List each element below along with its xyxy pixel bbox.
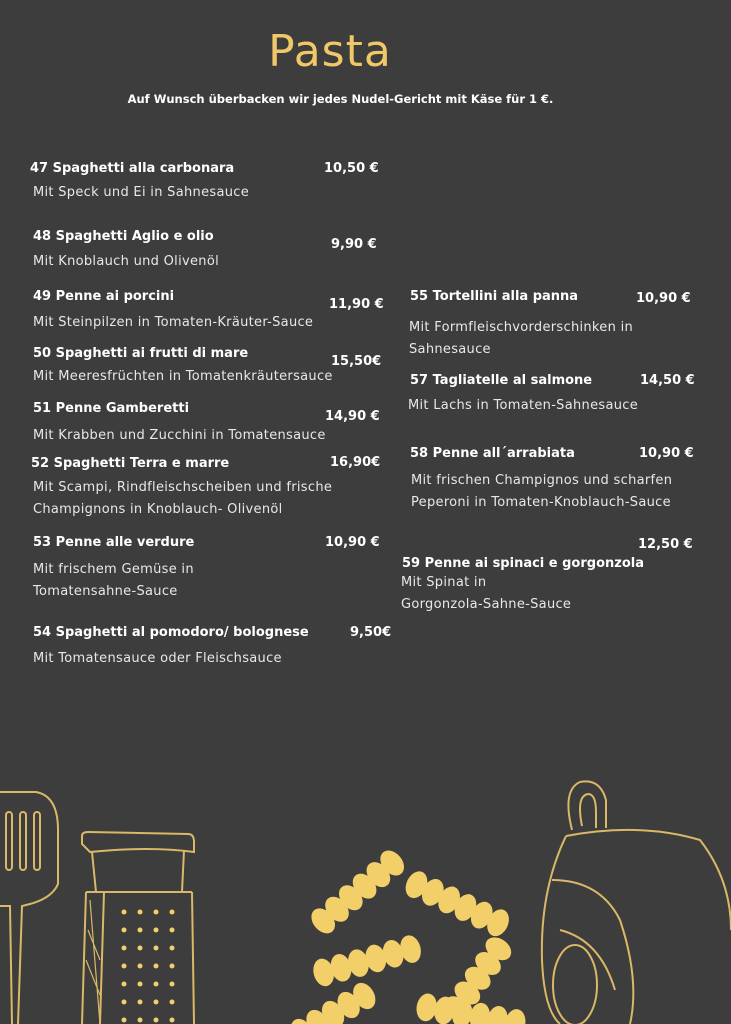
dish-47-name: 47 Spaghetti alla carbonara [30,161,235,176]
dish-53-name: 53 Penne alle verdure [33,535,195,550]
dish-47-desc: Mit Speck und Ei in Sahnesauce [33,185,249,200]
dish-49-name: 49 Penne ai porcini [33,289,175,304]
dish-58-desc-line-2: Peperoni in Tomaten-Knoblauch-Sauce [411,495,671,510]
grater-holes [122,910,175,1023]
dish-54-price: 9,50€ [350,625,392,640]
dish-50-desc: Mit Meeresfrüchten in Tomatenkräutersauce [33,369,333,384]
dish-59-name: 59 Penne ai spinaci e gorgonzola [402,556,644,571]
dish-52-desc-line-1: Mit Scampi, Rindfleischscheiben und frische [33,480,333,495]
dish-54-name: 54 Spaghetti al pomodoro/ bolognese [33,625,309,640]
dish-57-name: 57 Tagliatelle al salmone [410,373,593,388]
page-title: Pasta [268,26,392,77]
dish-59-desc-line-2: Gorgonzola-Sahne-Sauce [401,597,572,612]
dish-50-price: 15,50€ [331,354,382,369]
dish-52-name: 52 Spaghetti Terra e marre [31,456,230,471]
dish-55-price: 10,90 € [636,291,691,306]
dish-47-price: 10,50 € [324,161,379,176]
pot-icon [542,781,731,1024]
dish-51-price: 14,90 € [325,409,380,424]
dish-58-price: 10,90 € [639,446,694,461]
dish-51-desc: Mit Krabben und Zucchini in Tomatensauce [33,428,326,443]
dish-49-desc: Mit Steinpilzen in Tomaten-Kräuter-Sauce [33,315,314,330]
dish-58-name: 58 Penne all´arrabiata [410,446,575,461]
dish-52-desc-line-2: Champignons in Knoblauch- Olivenöl [33,502,283,517]
cheese-note: Auf Wunsch überbacken wir jedes Nudel-Gericht mit Käse für 1 €. [127,92,554,106]
dish-57-price: 14,50 € [640,373,695,388]
dish-58-desc-line-1: Mit frischen Champignos und scharfen [411,473,673,488]
dish-50-name: 50 Spaghetti ai frutti di mare [33,346,249,361]
dish-54-desc: Mit Tomatensauce oder Fleischsauce [33,651,282,666]
dish-55-desc-line-2: Sahnesauce [409,342,491,357]
dish-52-price: 16,90€ [330,455,381,470]
dish-48-name: 48 Spaghetti Aglio e olio [33,229,214,244]
dish-51-name: 51 Penne Gamberetti [33,401,190,416]
dish-59-desc-line-1: Mit Spinat in [401,575,487,590]
dish-53-price: 10,90 € [325,535,380,550]
fusilli-pasta-icon [286,846,527,1024]
dish-57-desc: Mit Lachs in Tomaten-Sahnesauce [408,398,639,413]
dish-55-desc-line-1: Mit Formfleischvorderschinken in [409,320,634,335]
spatula-icon [0,792,58,1024]
dish-59-price: 12,50 € [638,537,693,552]
dish-53-desc-line-1: Mit frischem Gemüse in [33,562,194,577]
dish-55-name: 55 Tortellini alla panna [410,289,579,304]
dish-48-desc: Mit Knoblauch und Olivenöl [33,254,219,269]
grater-icon [82,832,194,1024]
dish-48-price: 9,90 € [331,237,377,252]
dish-49-price: 11,90 € [329,297,384,312]
dish-53-desc-line-2: Tomatensahne-Sauce [33,584,178,599]
